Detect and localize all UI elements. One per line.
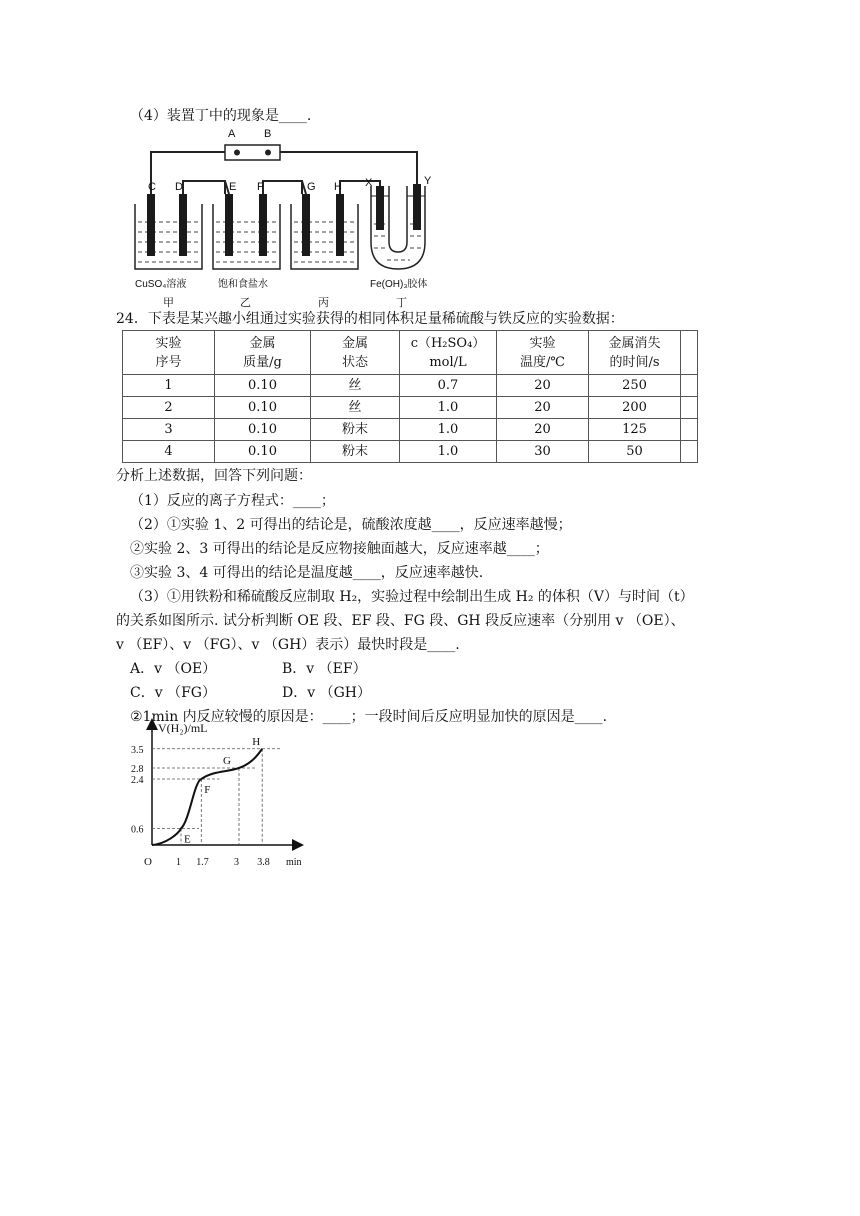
solution-label-brine: 饱和食盐水 (218, 279, 268, 290)
table-cell: 20 (497, 397, 589, 419)
table-cell: 1 (123, 375, 215, 397)
experiment-data-table (122, 330, 698, 463)
x-tick-label: 1 (176, 857, 181, 868)
question-1-text: （1）反应的离子方程式：____； (130, 493, 335, 509)
y-axis-label: V(H₂)/mL (158, 721, 208, 735)
analysis-intro: 分析上述数据，回答下列问题： (116, 468, 312, 484)
table-cell: 250 (589, 375, 681, 397)
extra-cell (681, 441, 698, 463)
volume-time-graph (128, 718, 318, 874)
extra-cell (681, 419, 698, 441)
table-cell: 50 (589, 441, 681, 463)
volume-curve (152, 749, 262, 845)
electrode-label-f: F (257, 181, 264, 193)
table-cell: 0.10 (215, 375, 311, 397)
y-tick-label: 2.8 (131, 764, 144, 775)
extra-cell (681, 397, 698, 419)
x-axis-label: min (286, 857, 302, 868)
origin-label: O (144, 856, 152, 868)
curve-point-label: F (204, 784, 211, 796)
table-cell: 20 (497, 419, 589, 441)
electrode-label-h: H (334, 181, 342, 193)
electrode-label-c: C (148, 181, 156, 193)
question-3-2-text: ②1min 内反应较慢的原因是：____；一段时间后反应明显加快的原因是____. (130, 709, 608, 725)
curve-point-label: G (223, 755, 231, 767)
x-tick-label: 3.8 (257, 857, 270, 868)
table-cell: 1.0 (400, 441, 497, 463)
table-cell: 0.10 (215, 419, 311, 441)
x-tick-label: 3 (234, 857, 239, 868)
switch-label-b: B (264, 128, 272, 140)
question-24-intro: 24．下表是某兴趣小组通过实验获得的相同体积足量稀硫酸与铁反应的实验数据： (116, 311, 624, 327)
table-cell: 200 (589, 397, 681, 419)
table-cell: 4 (123, 441, 215, 463)
header-cell: 金属 质量/g (215, 331, 311, 375)
question-3-line-1: （3）①用铁粉和稀硫酸反应制取 H₂，实验过程中绘制出生成 H₂ 的体积（V）与时间（t） (130, 589, 694, 605)
curve-point-label: E (184, 833, 191, 846)
switch-label-a: A (228, 128, 236, 140)
question-3-line-3: v （EF）、v （FG）、v （GH）表示）最快时段是____. (116, 637, 460, 653)
device-label-ding: 丁 (396, 297, 407, 309)
table-cell: 0.7 (400, 375, 497, 397)
table-header-row (123, 331, 698, 375)
electrode-label-y: Y (424, 175, 432, 187)
table-cell: 1.0 (400, 419, 497, 441)
y-tick-label: 2.4 (131, 775, 144, 786)
table-cell: 30 (497, 441, 589, 463)
header-cell: 实验 序号 (123, 331, 215, 375)
y-tick-label: 3.5 (131, 744, 144, 756)
solution-label-colloid: Fe(OH)₃胶体 (370, 279, 428, 290)
table-cell: 0.10 (215, 397, 311, 419)
curve-point-label: H (252, 735, 261, 748)
option-a: A．v （OE） (130, 661, 217, 677)
table-cell: 0.10 (215, 441, 311, 463)
electrode-label-d: D (175, 181, 183, 193)
table-cell: 3 (123, 419, 215, 441)
table-row (123, 441, 698, 463)
extra-cell (681, 375, 698, 397)
table-row (123, 375, 698, 397)
table-cell: 2 (123, 397, 215, 419)
header-cell: c（H₂SO₄） mol/L (400, 331, 497, 375)
option-b: B．v （EF） (282, 661, 367, 677)
device-label-bing: 丙 (318, 297, 329, 309)
header-cell: 金属 状态 (311, 331, 400, 375)
header-cell: 金属消失 的时间/s (589, 331, 681, 375)
table-cell: 粉末 (311, 441, 400, 463)
x-tick-label: 1.7 (196, 857, 209, 868)
question-2-1-text: （2）①实验 1、2 可得出的结论是，硫酸浓度越____，反应速率越慢； (130, 517, 572, 533)
extra-cell (681, 331, 698, 375)
question-2-2-text: ②实验 2、3 可得出的结论是反应物接触面越大，反应速率越____； (130, 541, 549, 557)
option-c: C．v （FG） (130, 685, 216, 701)
table-cell: 丝 (311, 397, 400, 419)
electrode-label-e: E (229, 181, 237, 193)
question-3-line-2: 的关系如图所示. 试分析判断 OE 段、EF 段、FG 段、GH 段反应速率（分别用 v （OE）、 (116, 613, 685, 629)
table-cell: 1.0 (400, 397, 497, 419)
header-cell: 实验 温度/℃ (497, 331, 589, 375)
solution-label-cuso4: CuSO₄溶液 (135, 279, 187, 290)
table-cell: 丝 (311, 375, 400, 397)
device-label-jia: 甲 (163, 297, 174, 309)
device-label-yi: 乙 (240, 297, 251, 309)
option-d: D．v （GH） (282, 685, 371, 701)
question-4-text: （4）装置丁中的现象是____. (130, 108, 312, 124)
table-row (123, 419, 698, 441)
table-cell: 125 (589, 419, 681, 441)
table-cell: 20 (497, 375, 589, 397)
electrode-label-g: G (307, 181, 316, 193)
electrolysis-apparatus-figure (125, 124, 455, 312)
table-row (123, 397, 698, 419)
y-tick-label: 0.6 (131, 824, 144, 836)
question-2-3-text: ③实验 3、4 可得出的结论是温度越____，反应速率越快. (130, 565, 484, 581)
table-cell: 粉末 (311, 419, 400, 441)
electrode-label-x: X (365, 177, 373, 189)
